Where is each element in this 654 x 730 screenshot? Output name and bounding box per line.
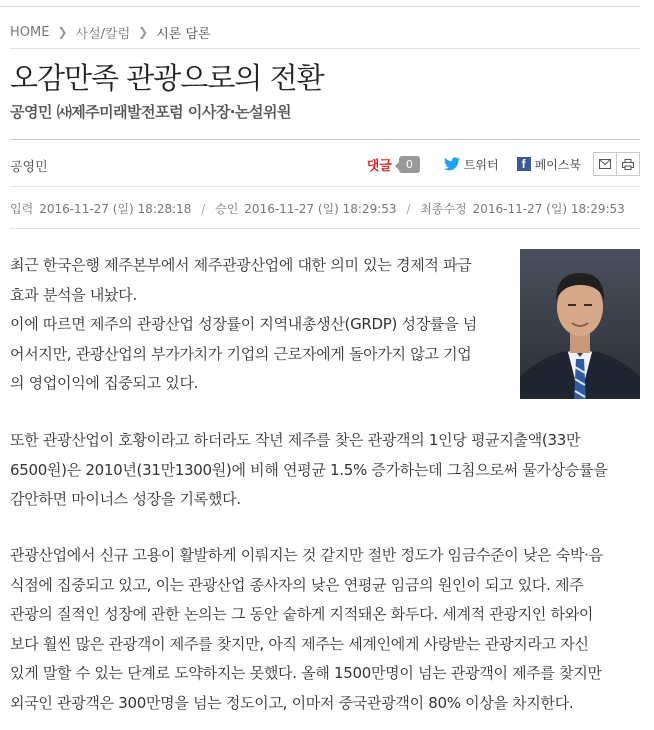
email-button[interactable] [593,152,617,176]
twitter-icon [444,157,460,171]
facebook-label: 페이스북 [534,157,581,172]
body-line: 또한 관광산업이 호황이라고 하더라도 작년 제주를 찾은 관광객의 1인당 평균지출액(33만 [10,431,581,449]
twitter-label: 트위터 [463,157,499,172]
approve-label: 승인 [215,202,239,216]
comment-button[interactable] [367,155,420,174]
input-label: 입력 [10,202,34,216]
breadcrumb-current[interactable]: 시론 담론 [156,26,211,42]
body-paragraph-2 [10,426,640,515]
author-name: 공영민 [10,160,48,175]
body-line: 효과 분석을 내놨다. [10,285,137,304]
body-line: 식점에 집중되고 있고, 이는 관광산업 종사자의 낮은 연평균 임금의 원인이 되고 있다. 제주 [10,575,584,594]
body-paragraph-3 [10,541,640,718]
chevron-right-icon: ❯ [57,25,68,39]
body-line: 최근 한국은행 제주본부에서 제주관광산업에 대한 의미 있는 경제적 파급 [10,256,472,274]
modified-date: 2016-11-27 (일) 18:29:53 [472,202,625,216]
top-divider [0,6,640,7]
title-divider [10,139,640,140]
facebook-share-button[interactable] [499,156,581,173]
body-paragraph-1 [10,251,502,399]
meta-divider-top [10,186,640,187]
body-line: 관광의 질적인 성장에 관한 논의는 그 동안 숱하게 지적돼온 화두다. 세계적 관광지인 하와이 [10,605,594,623]
modified-label: 최종수정 [420,202,467,216]
breadcrumb-home[interactable]: HOME [10,24,50,40]
date-separator: / [406,202,411,216]
chevron-right-icon: ❯ [138,25,149,39]
facebook-icon: f [517,157,531,171]
breadcrumb-section[interactable]: 사설/칼럼 [75,26,131,42]
body-line: 외국인 관광객은 300만명을 넘는 정도이고, 이마저 중국관광객이 80% 이상을 차지한다. [10,693,574,712]
email-icon [599,159,611,169]
body-line: 있게 말할 수 있는 단계로 도약하지는 못했다. 올해 1500만명이 넘는 관광객이 제주를 찾지만 [10,664,602,682]
article-dates [10,200,625,217]
body-line: 어서지만, 관광산업의 부가가치가 기업의 근로자에게 돌아가지 않고 기업 [10,344,472,363]
date-separator: / [201,202,206,216]
share-bar [367,150,640,178]
body-line: 감안하면 마이너스 성장을 기록했다. [10,490,241,508]
comment-label: 댓글 [366,158,392,174]
breadcrumb [10,22,640,42]
body-line: 관광산업에서 신규 고용이 활발하게 이뤄지는 것 같지만 절반 정도가 임금수준이 낮은 숙박·음 [10,546,603,564]
approve-date: 2016-11-27 (일) 18:29:53 [244,202,397,216]
input-date: 2016-11-27 (일) 18:28:18 [39,202,192,216]
print-icon [622,159,634,170]
article-title: 오감만족 관광으로의 전환 [10,61,324,95]
body-line: 의 영업이익에 집중되고 있다. [10,374,199,392]
breadcrumb-divider [10,48,640,49]
twitter-share-button[interactable] [420,156,499,173]
body-line: 이에 따르면 제주의 관광산업 성장률이 지역내총생산(GRDP) 성장률을 넘 [10,315,477,333]
meta-divider-bottom [10,228,640,229]
body-line: 6500원)은 2010년(31만1300원)에 비해 연평균 1.5% 증가하는데 그침으로써 물가상승률을 [10,460,608,479]
author-photo [520,249,640,399]
comment-count: 0 [399,156,420,173]
article-subtitle: 공영민 ㈔제주미래발전포럼 이사장·논설위원 [10,103,291,121]
print-button[interactable] [617,152,640,176]
body-line: 보다 훨씬 많은 관광객이 제주를 찾지만, 아직 제주는 세계인에게 사랑받는 관광지라고 자신 [10,634,589,653]
